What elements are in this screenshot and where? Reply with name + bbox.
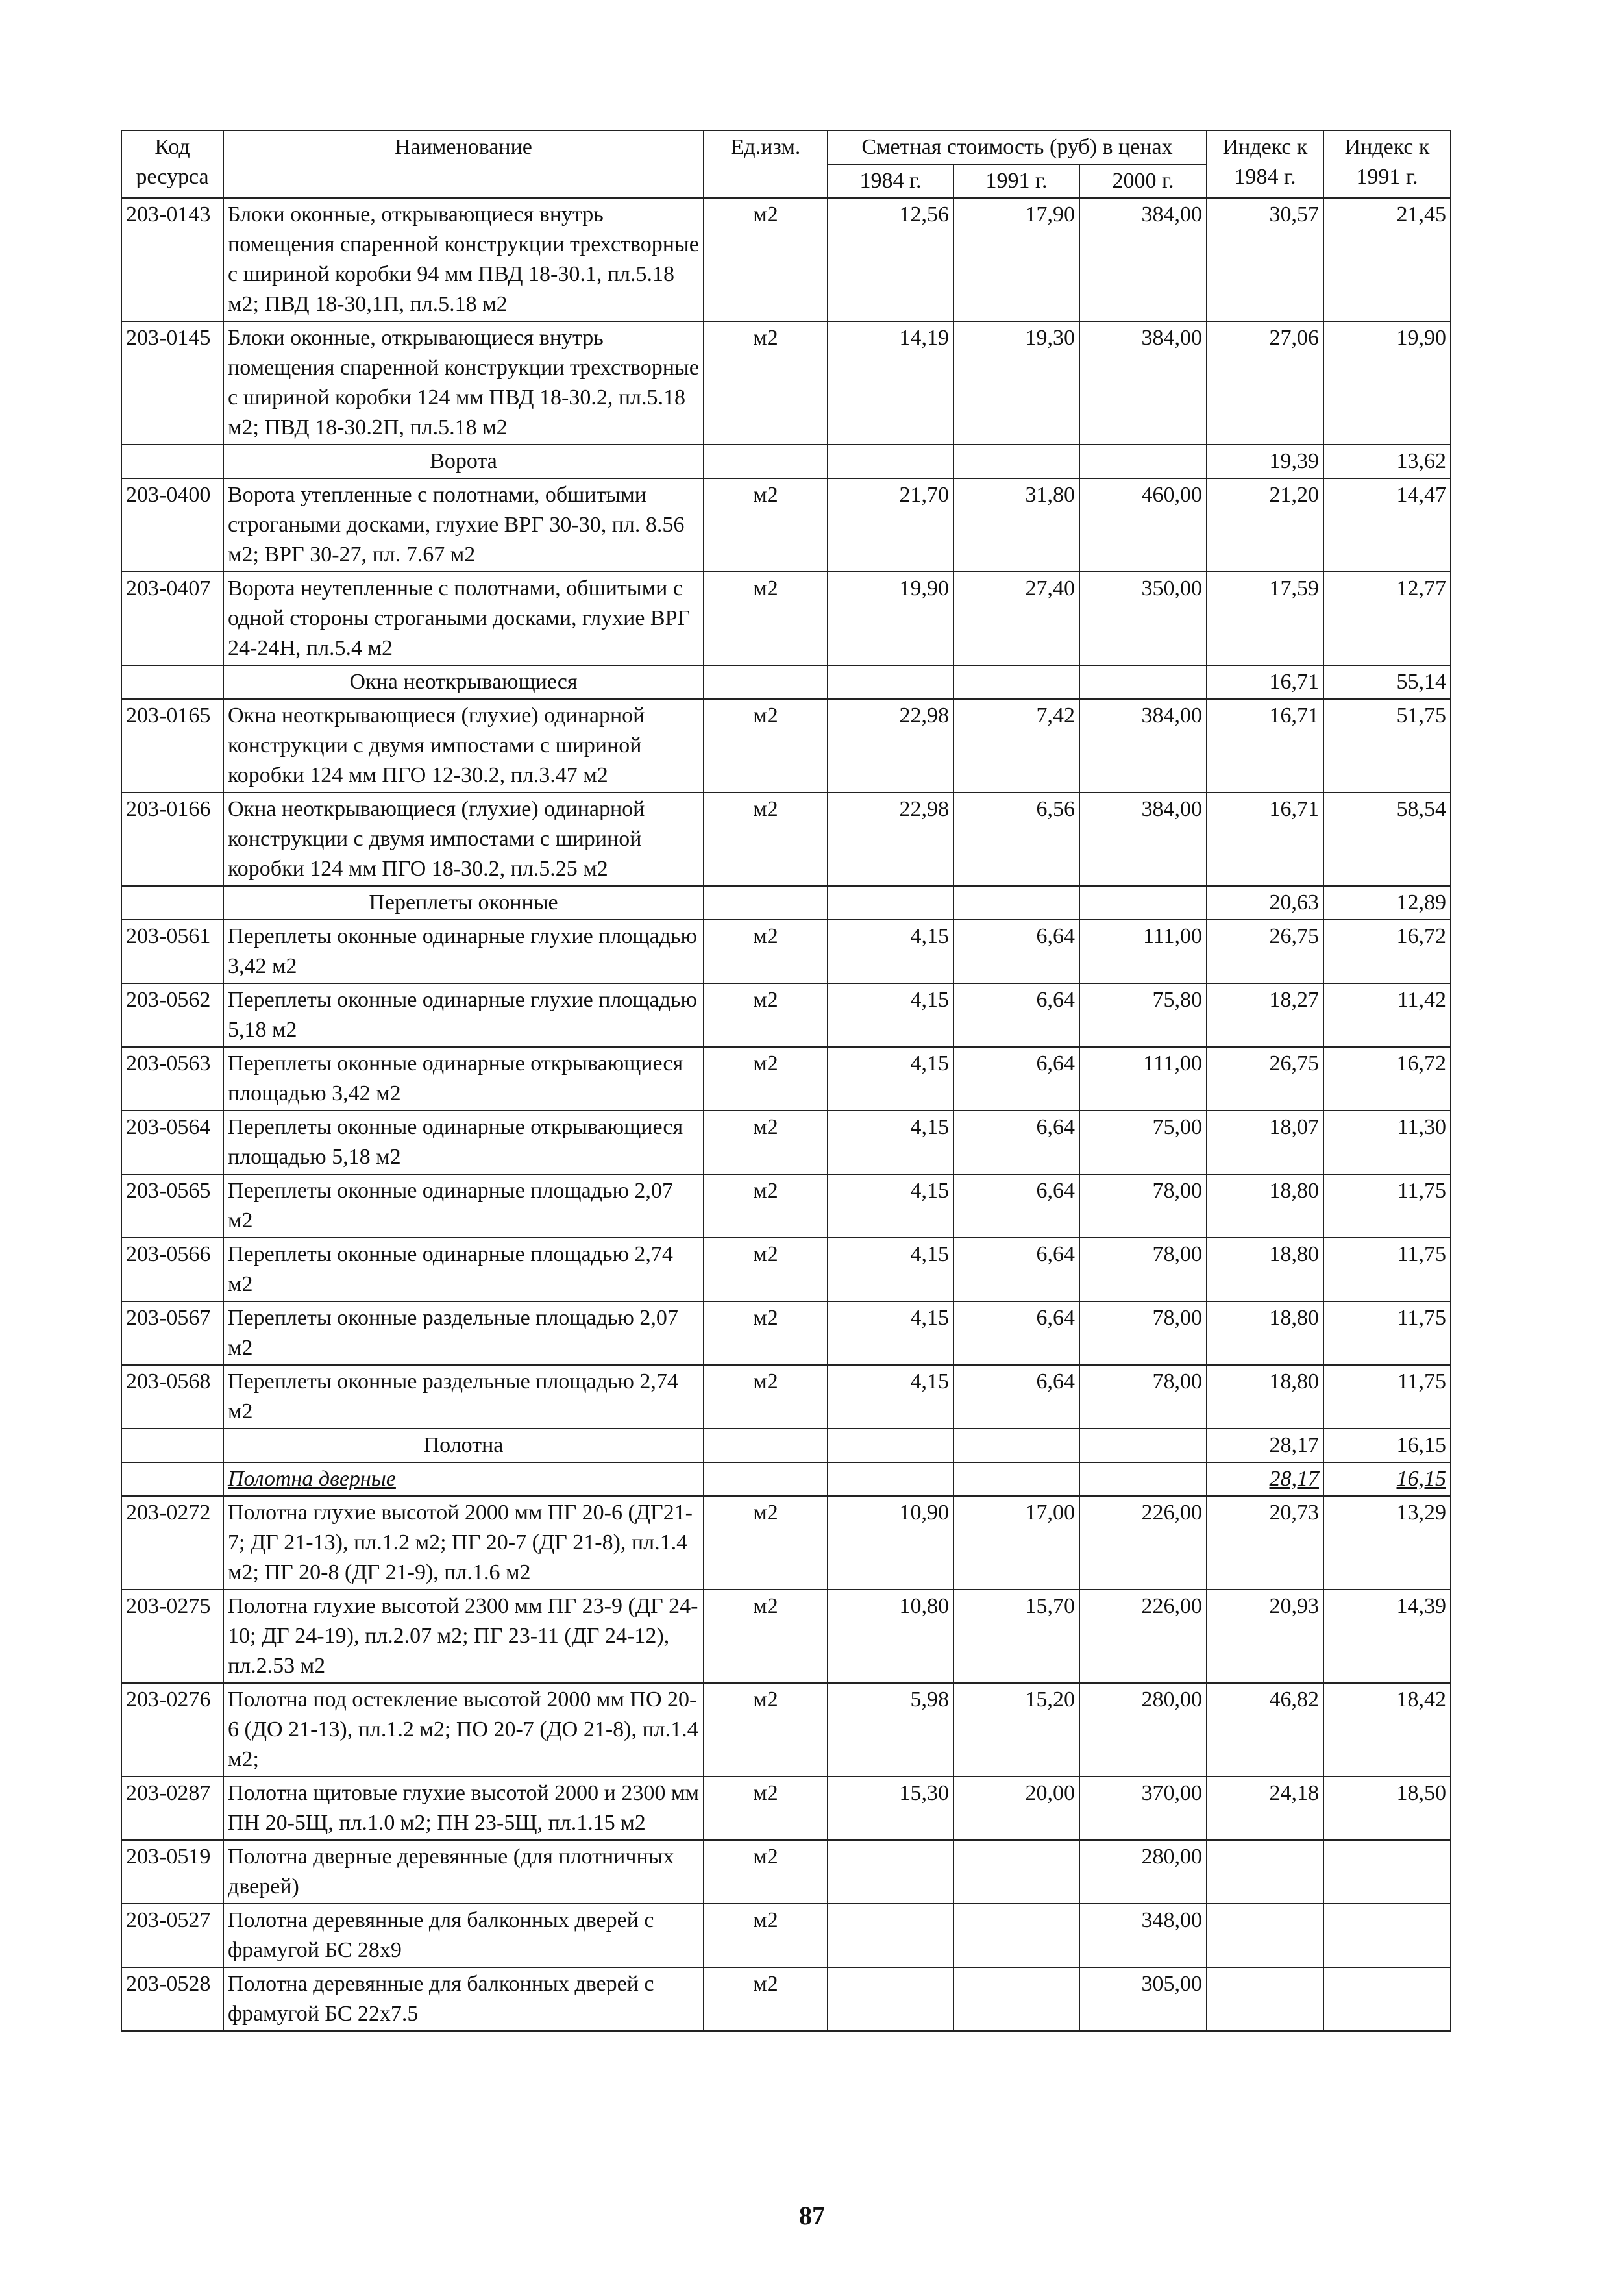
resource-code: 203-0528 <box>121 1967 223 2031</box>
price-1991: 31,80 <box>953 478 1079 572</box>
index-1991: 11,75 <box>1323 1365 1451 1429</box>
index-1991: 19,90 <box>1323 321 1451 445</box>
empty-cell <box>121 1462 223 1496</box>
section-index-1984: 28,17 <box>1207 1462 1323 1496</box>
resource-code: 203-0568 <box>121 1365 223 1429</box>
empty-cell <box>953 445 1079 478</box>
index-1991: 18,42 <box>1323 1683 1451 1776</box>
section-index-1991: 16,15 <box>1323 1462 1451 1496</box>
price-2000: 384,00 <box>1079 321 1207 445</box>
section-index-1984: 16,71 <box>1207 665 1323 699</box>
table-row <box>121 198 1451 321</box>
index-1984: 18,27 <box>1207 983 1323 1047</box>
empty-cell <box>828 445 953 478</box>
price-2000: 305,00 <box>1079 1967 1207 2031</box>
resource-code: 203-0561 <box>121 920 223 983</box>
index-1984: 18,80 <box>1207 1301 1323 1365</box>
empty-cell <box>121 445 223 478</box>
table-row <box>121 1174 1451 1238</box>
index-1991: 16,72 <box>1323 1047 1451 1111</box>
resource-code: 203-0272 <box>121 1496 223 1590</box>
price-2000: 226,00 <box>1079 1590 1207 1683</box>
index-1984: 26,75 <box>1207 1047 1323 1111</box>
price-2000: 384,00 <box>1079 793 1207 886</box>
section-index-1991: 13,62 <box>1323 445 1451 478</box>
empty-cell <box>953 1429 1079 1462</box>
empty-cell <box>828 886 953 920</box>
resource-code: 203-0566 <box>121 1238 223 1301</box>
price-2000: 384,00 <box>1079 699 1207 793</box>
empty-cell <box>704 886 828 920</box>
index-1984: 27,06 <box>1207 321 1323 445</box>
unit: м2 <box>704 920 828 983</box>
resource-name: Ворота утепленные с полотнами, обшитыми строгаными досками, глухие ВРГ 30-30, пл. 8.56 м2; ВРГ 30-27, пл. 7.67 м2 <box>223 478 704 572</box>
price-2000: 280,00 <box>1079 1683 1207 1776</box>
table-row <box>121 321 1451 445</box>
price-table <box>121 130 1451 2032</box>
table-row <box>121 983 1451 1047</box>
price-1991: 6,56 <box>953 793 1079 886</box>
price-2000: 111,00 <box>1079 1047 1207 1111</box>
index-1991: 14,47 <box>1323 478 1451 572</box>
unit: м2 <box>704 572 828 665</box>
price-1984: 4,15 <box>828 1047 953 1111</box>
price-2000: 78,00 <box>1079 1301 1207 1365</box>
resource-name: Полотна глухие высотой 2000 мм ПГ 20-6 (ДГ21-7; ДГ 21-13), пл.1.2 м2; ПГ 20-7 (ДГ 21-8), пл.1.4 м2; ПГ 20-8 (ДГ 21-9), пл.1.6 м2 <box>223 1496 704 1590</box>
header-unit: Ед.изм. <box>704 130 828 198</box>
price-1984: 4,15 <box>828 1301 953 1365</box>
index-1991: 18,50 <box>1323 1776 1451 1840</box>
price-1991 <box>953 1840 1079 1904</box>
unit: м2 <box>704 699 828 793</box>
resource-code: 203-0165 <box>121 699 223 793</box>
resource-name: Полотна щитовые глухие высотой 2000 и 2300 мм ПН 20-5Щ, пл.1.0 м2; ПН 23-5Щ, пл.1.15 м2 <box>223 1776 704 1840</box>
resource-name: Ворота неутепленные с полотнами, обшитыми с одной стороны строгаными досками, глухие ВРГ 24-24Н, пл.5.4 м2 <box>223 572 704 665</box>
table-row <box>121 1590 1451 1683</box>
section-title: Ворота <box>223 445 704 478</box>
empty-cell <box>1079 445 1207 478</box>
resource-name: Полотна дверные деревянные (для плотничных дверей) <box>223 1840 704 1904</box>
index-1991: 51,75 <box>1323 699 1451 793</box>
section-index-1991: 16,15 <box>1323 1429 1451 1462</box>
subsection-title: Полотна дверные <box>223 1462 704 1496</box>
resource-name: Блоки оконные, открывающиеся внутрь помещения спаренной конструкции трехстворные с шириной коробки 94 мм ПВД 18-30.1, пл.5.18 м2; ПВД 18-30,1П, пл.5.18 м2 <box>223 198 704 321</box>
unit: м2 <box>704 478 828 572</box>
resource-name: Переплеты оконные одинарные глухие площадью 3,42 м2 <box>223 920 704 983</box>
index-1984: 18,80 <box>1207 1174 1323 1238</box>
empty-cell <box>704 445 828 478</box>
section-index-1984: 19,39 <box>1207 445 1323 478</box>
resource-name: Окна неоткрывающиеся (глухие) одинарной конструкции с двумя импостами с шириной коробки 124 мм ПГО 12-30.2, пл.3.47 м2 <box>223 699 704 793</box>
index-1984 <box>1207 1840 1323 1904</box>
table-row <box>121 793 1451 886</box>
section-title: Полотна <box>223 1429 704 1462</box>
price-1991: 6,64 <box>953 1301 1079 1365</box>
resource-code: 203-0562 <box>121 983 223 1047</box>
empty-cell <box>953 886 1079 920</box>
price-2000: 348,00 <box>1079 1904 1207 1967</box>
header-year-2000: 2000 г. <box>1079 164 1207 198</box>
index-1991: 11,75 <box>1323 1174 1451 1238</box>
unit: м2 <box>704 1904 828 1967</box>
price-1991: 7,42 <box>953 699 1079 793</box>
index-1991: 11,42 <box>1323 983 1451 1047</box>
header-code: Код ресурса <box>121 130 223 198</box>
index-1991: 58,54 <box>1323 793 1451 886</box>
unit: м2 <box>704 1683 828 1776</box>
index-1991: 16,72 <box>1323 920 1451 983</box>
price-1991: 6,64 <box>953 920 1079 983</box>
section-row <box>121 886 1451 920</box>
table-row <box>121 1496 1451 1590</box>
price-1991: 20,00 <box>953 1776 1079 1840</box>
price-1991: 6,64 <box>953 1047 1079 1111</box>
section-row <box>121 1429 1451 1462</box>
index-1991 <box>1323 1904 1451 1967</box>
price-1984: 21,70 <box>828 478 953 572</box>
empty-cell <box>828 665 953 699</box>
price-1991: 6,64 <box>953 1111 1079 1174</box>
resource-name: Полотна деревянные для балконных дверей с фрамугой БС 28х9 <box>223 1904 704 1967</box>
index-1984: 16,71 <box>1207 793 1323 886</box>
resource-code: 203-0166 <box>121 793 223 886</box>
price-2000: 370,00 <box>1079 1776 1207 1840</box>
price-1991: 15,20 <box>953 1683 1079 1776</box>
price-2000: 78,00 <box>1079 1174 1207 1238</box>
resource-code: 203-0145 <box>121 321 223 445</box>
table-body <box>121 198 1451 2031</box>
price-1984 <box>828 1904 953 1967</box>
unit: м2 <box>704 1840 828 1904</box>
index-1991: 13,29 <box>1323 1496 1451 1590</box>
section-row <box>121 445 1451 478</box>
resource-code: 203-0563 <box>121 1047 223 1111</box>
index-1991: 12,77 <box>1323 572 1451 665</box>
index-1991: 11,75 <box>1323 1301 1451 1365</box>
price-1991: 6,64 <box>953 1238 1079 1301</box>
unit: м2 <box>704 983 828 1047</box>
price-1991 <box>953 1967 1079 2031</box>
section-title: Окна неоткрывающиеся <box>223 665 704 699</box>
resource-name: Полотна глухие высотой 2300 мм ПГ 23-9 (ДГ 24-10; ДГ 24-19), пл.2.07 м2; ПГ 23-11 (ДГ 24-12), пл.2.53 м2 <box>223 1590 704 1683</box>
price-1991 <box>953 1904 1079 1967</box>
empty-cell <box>121 665 223 699</box>
price-2000: 78,00 <box>1079 1365 1207 1429</box>
header-cost-group: Сметная стоимость (руб) в ценах <box>828 130 1207 164</box>
table-row <box>121 1840 1451 1904</box>
resource-code: 203-0276 <box>121 1683 223 1776</box>
empty-cell <box>953 665 1079 699</box>
price-1984: 22,98 <box>828 699 953 793</box>
index-1984: 18,07 <box>1207 1111 1323 1174</box>
section-title: Переплеты оконные <box>223 886 704 920</box>
header-name: Наименование <box>223 130 704 198</box>
index-1984: 46,82 <box>1207 1683 1323 1776</box>
header-row <box>121 130 1451 164</box>
price-1991: 27,40 <box>953 572 1079 665</box>
index-1991: 14,39 <box>1323 1590 1451 1683</box>
index-1984: 20,73 <box>1207 1496 1323 1590</box>
index-1984 <box>1207 1967 1323 2031</box>
index-1984 <box>1207 1904 1323 1967</box>
table-row <box>121 699 1451 793</box>
unit: м2 <box>704 1590 828 1683</box>
price-2000: 75,80 <box>1079 983 1207 1047</box>
table-row <box>121 478 1451 572</box>
table-row <box>121 1683 1451 1776</box>
index-1984: 30,57 <box>1207 198 1323 321</box>
index-1984: 16,71 <box>1207 699 1323 793</box>
price-2000: 384,00 <box>1079 198 1207 321</box>
price-1984: 10,90 <box>828 1496 953 1590</box>
price-1984: 4,15 <box>828 1238 953 1301</box>
price-1984: 4,15 <box>828 920 953 983</box>
index-1984: 26,75 <box>1207 920 1323 983</box>
empty-cell <box>828 1462 953 1496</box>
price-1991: 17,90 <box>953 198 1079 321</box>
unit: м2 <box>704 793 828 886</box>
subsection-row <box>121 1462 1451 1496</box>
table-row <box>121 1238 1451 1301</box>
price-1991: 15,70 <box>953 1590 1079 1683</box>
header-year-1991: 1991 г. <box>953 164 1079 198</box>
unit: м2 <box>704 198 828 321</box>
resource-code: 203-0564 <box>121 1111 223 1174</box>
price-1984: 22,98 <box>828 793 953 886</box>
resource-code: 203-0567 <box>121 1301 223 1365</box>
resource-code: 203-0275 <box>121 1590 223 1683</box>
empty-cell <box>828 1429 953 1462</box>
empty-cell <box>1079 1429 1207 1462</box>
unit: м2 <box>704 1967 828 2031</box>
price-1991: 17,00 <box>953 1496 1079 1590</box>
index-1991: 11,75 <box>1323 1238 1451 1301</box>
resource-code: 203-0527 <box>121 1904 223 1967</box>
table-row <box>121 1904 1451 1967</box>
empty-cell <box>121 886 223 920</box>
price-1984: 10,80 <box>828 1590 953 1683</box>
price-2000: 460,00 <box>1079 478 1207 572</box>
resource-name: Переплеты оконные одинарные площадью 2,74 м2 <box>223 1238 704 1301</box>
index-1984: 17,59 <box>1207 572 1323 665</box>
price-1984: 14,19 <box>828 321 953 445</box>
price-2000: 75,00 <box>1079 1111 1207 1174</box>
table-row <box>121 1111 1451 1174</box>
resource-code: 203-0143 <box>121 198 223 321</box>
empty-cell <box>121 1429 223 1462</box>
price-1991: 6,64 <box>953 1365 1079 1429</box>
resource-name: Блоки оконные, открывающиеся внутрь помещения спаренной конструкции трехстворные с шириной коробки 124 мм ПВД 18-30.2, пл.5.18 м2; ПВД 18-30.2П, пл.5.18 м2 <box>223 321 704 445</box>
resource-code: 203-0287 <box>121 1776 223 1840</box>
table-row <box>121 1365 1451 1429</box>
empty-cell <box>953 1462 1079 1496</box>
price-1984: 4,15 <box>828 983 953 1047</box>
price-1984 <box>828 1967 953 2031</box>
section-row <box>121 665 1451 699</box>
header-index-1984: Индекс к 1984 г. <box>1207 130 1323 198</box>
price-1984: 4,15 <box>828 1174 953 1238</box>
resource-code: 203-0519 <box>121 1840 223 1904</box>
table-row <box>121 1301 1451 1365</box>
price-1984: 4,15 <box>828 1365 953 1429</box>
resource-name: Полотна под остекление высотой 2000 мм ПО 20-6 (ДО 21-13), пл.1.2 м2; ПО 20-7 (ДО 21-8), пл.1.4 м2; <box>223 1683 704 1776</box>
unit: м2 <box>704 1047 828 1111</box>
index-1984: 24,18 <box>1207 1776 1323 1840</box>
price-2000: 226,00 <box>1079 1496 1207 1590</box>
header-year-1984: 1984 г. <box>828 164 953 198</box>
resource-code: 203-0565 <box>121 1174 223 1238</box>
index-1991 <box>1323 1967 1451 2031</box>
unit: м2 <box>704 1776 828 1840</box>
price-2000: 78,00 <box>1079 1238 1207 1301</box>
header-index-1991: Индекс к 1991 г. <box>1323 130 1451 198</box>
price-2000: 280,00 <box>1079 1840 1207 1904</box>
resource-name: Переплеты оконные раздельные площадью 2,74 м2 <box>223 1365 704 1429</box>
resource-name: Окна неоткрывающиеся (глухие) одинарной конструкции с двумя импостами с шириной коробки 124 мм ПГО 18-30.2, пл.5.25 м2 <box>223 793 704 886</box>
index-1991: 11,30 <box>1323 1111 1451 1174</box>
table-row <box>121 920 1451 983</box>
page-number: 87 <box>799 2201 825 2230</box>
price-1984: 5,98 <box>828 1683 953 1776</box>
price-2000: 111,00 <box>1079 920 1207 983</box>
section-index-1984: 28,17 <box>1207 1429 1323 1462</box>
index-1984: 21,20 <box>1207 478 1323 572</box>
price-1991: 6,64 <box>953 1174 1079 1238</box>
unit: м2 <box>704 1111 828 1174</box>
price-1984: 19,90 <box>828 572 953 665</box>
price-sheet <box>121 130 1450 2032</box>
index-1991 <box>1323 1840 1451 1904</box>
section-index-1991: 55,14 <box>1323 665 1451 699</box>
price-2000: 350,00 <box>1079 572 1207 665</box>
empty-cell <box>704 1429 828 1462</box>
resource-name: Переплеты оконные раздельные площадью 2,07 м2 <box>223 1301 704 1365</box>
empty-cell <box>1079 886 1207 920</box>
resource-name: Полотна деревянные для балконных дверей с фрамугой БС 22х7.5 <box>223 1967 704 2031</box>
price-1991: 6,64 <box>953 983 1079 1047</box>
resource-code: 203-0400 <box>121 478 223 572</box>
empty-cell <box>704 665 828 699</box>
section-index-1991: 12,89 <box>1323 886 1451 920</box>
unit: м2 <box>704 1174 828 1238</box>
resource-name: Переплеты оконные одинарные открывающиеся площадью 3,42 м2 <box>223 1047 704 1111</box>
unit: м2 <box>704 1365 828 1429</box>
resource-name: Переплеты оконные одинарные глухие площадью 5,18 м2 <box>223 983 704 1047</box>
table-row <box>121 572 1451 665</box>
resource-name: Переплеты оконные одинарные открывающиеся площадью 5,18 м2 <box>223 1111 704 1174</box>
unit: м2 <box>704 321 828 445</box>
table-row <box>121 1967 1451 2031</box>
index-1991: 21,45 <box>1323 198 1451 321</box>
price-1984: 12,56 <box>828 198 953 321</box>
empty-cell <box>704 1462 828 1496</box>
index-1984: 18,80 <box>1207 1365 1323 1429</box>
index-1984: 18,80 <box>1207 1238 1323 1301</box>
price-1984: 4,15 <box>828 1111 953 1174</box>
resource-name: Переплеты оконные одинарные площадью 2,07 м2 <box>223 1174 704 1238</box>
table-row <box>121 1047 1451 1111</box>
price-1991: 19,30 <box>953 321 1079 445</box>
section-index-1984: 20,63 <box>1207 886 1323 920</box>
price-1984: 15,30 <box>828 1776 953 1840</box>
table-row <box>121 1776 1451 1840</box>
resource-code: 203-0407 <box>121 572 223 665</box>
index-1984: 20,93 <box>1207 1590 1323 1683</box>
unit: м2 <box>704 1496 828 1590</box>
unit: м2 <box>704 1238 828 1301</box>
empty-cell <box>1079 1462 1207 1496</box>
price-1984 <box>828 1840 953 1904</box>
unit: м2 <box>704 1301 828 1365</box>
empty-cell <box>1079 665 1207 699</box>
